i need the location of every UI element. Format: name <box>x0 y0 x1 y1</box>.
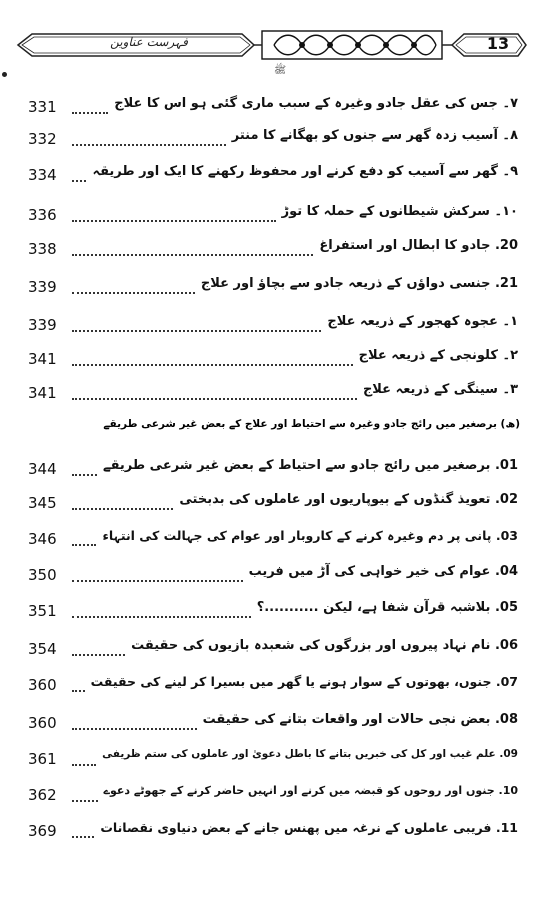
toc-page-number: 341 <box>28 384 57 402</box>
toc-page-number: 339 <box>28 278 57 296</box>
toc-title: ۱۔ عجوہ کھجور کے ذریعہ علاج <box>327 314 518 329</box>
toc-row <box>28 162 518 190</box>
dot-leader <box>72 764 96 766</box>
dot-leader <box>72 654 125 656</box>
toc-title: ۹۔ گھر سے آسیب کو دفع کرنے اور محفوظ رکھنے کا ایک اور طریقہ <box>92 164 518 179</box>
toc-page-number: 338 <box>28 240 57 258</box>
toc-title: ۱۰۔ سرکش شیطانوں کے حملہ کا توڑ <box>281 204 518 219</box>
dot-leader <box>72 728 197 730</box>
toc-title: 20. جادو کا ابطال اور استفراغ <box>319 238 518 253</box>
toc-row <box>28 598 518 626</box>
toc-row <box>28 636 518 664</box>
toc-title: ۸۔ آسیب زدہ گھر سے جنوں کو بھگانے کا منتر <box>231 128 518 143</box>
toc-row <box>28 236 518 264</box>
toc-row <box>28 274 518 302</box>
toc-title: 02. تعویذ گنڈوں کے بیوپاریوں اور عاملوں کی بدبختی <box>179 492 518 507</box>
dot-leader <box>72 112 108 114</box>
dot-leader <box>72 544 96 546</box>
toc-row <box>28 746 518 774</box>
toc-page-number: 344 <box>28 460 57 478</box>
toc-row <box>28 562 518 590</box>
header-ornament <box>12 28 530 62</box>
dot-leader <box>72 144 226 146</box>
toc-page-number: 369 <box>28 822 57 840</box>
dot-leader <box>72 398 357 400</box>
book-title: فہرست عناوین <box>110 35 188 49</box>
dot-leader <box>72 800 98 802</box>
toc-title: 21. جنسی دواؤں کے ذریعہ جادو سے بچاؤ اور علاج <box>200 276 518 291</box>
toc-row <box>28 490 518 518</box>
toc-row <box>28 346 518 374</box>
toc-page-number: 361 <box>28 750 57 768</box>
dot-leader <box>72 836 94 838</box>
toc-title: 11. فریبی عاملوں کے نرغہ میں پھنس جانے کے بعض دنیاوی نقصانات <box>100 820 518 835</box>
toc-page-number: 351 <box>28 602 57 620</box>
toc-row <box>28 126 518 154</box>
toc-title: 04. عوام کی خیر خواہی کی آڑ میں فریب <box>248 564 518 579</box>
toc-row <box>28 456 518 484</box>
toc-title: 08. بعض نجی حالات اور واقعات بتانے کی حقیقت <box>202 712 518 727</box>
toc-title: ۳۔ سینگی کے ذریعہ علاج <box>362 382 518 397</box>
toc-row <box>28 202 518 230</box>
section-heading: (ھ) برصغیر میں رائج جادو وغیرہ سے احتیاط اور علاج کے بعض غیر شرعی طریقے <box>103 418 520 430</box>
toc-title: ۷۔ جس کی عقل جادو وغیرہ کے سبب ماری گئی ہو اس کا علاج <box>114 96 518 111</box>
toc-row <box>28 710 518 738</box>
toc-page-number: 362 <box>28 786 57 804</box>
toc-title: 01. برصغیر میں رائج جادو سے احتیاط کے بعض غیر شرعی طریقے <box>102 458 518 473</box>
toc-row <box>28 818 518 846</box>
toc-title: 09. علم غیب اور کل کی خبریں بتانے کا باطل دعویٰ اور عاملوں کی ستم ظریفی <box>102 748 518 760</box>
toc-page-number: 346 <box>28 530 57 548</box>
dot-leader <box>72 364 353 366</box>
dot-leader <box>72 690 85 692</box>
dot-leader <box>72 292 195 294</box>
toc-row <box>28 782 518 810</box>
toc-title: 10. جنوں اور روحوں کو قبضہ میں کرنے اور انہیں حاضر کرنے کے جھوٹے دعوے <box>103 784 518 797</box>
dot-leader <box>72 616 251 618</box>
toc-page-number: 336 <box>28 206 57 224</box>
toc-title: ۲۔ کلونجی کے ذریعہ علاج <box>358 348 518 363</box>
toc-row <box>28 94 518 122</box>
toc-page-number: 354 <box>28 640 57 658</box>
dot-leader <box>72 474 97 476</box>
dot-leader <box>72 508 173 510</box>
toc-page-number: 334 <box>28 166 57 184</box>
toc-page-number: 360 <box>28 714 57 732</box>
toc-row <box>28 526 518 554</box>
toc-page-number: 331 <box>28 98 57 116</box>
dot-leader <box>72 330 321 332</box>
toc-title: 07. جنوں، بھوتوں کے سوار ہونے یا گھر میں بسیرا کر لینے کی حقیقت <box>90 674 518 689</box>
toc-page-number: 350 <box>28 566 57 584</box>
dot-leader <box>72 180 86 182</box>
toc-row <box>28 672 518 700</box>
page-header <box>12 28 530 76</box>
toc-title: 05. بلاشبہ قرآن شفا ہے، لیکن ...........؟ <box>256 600 518 615</box>
toc-page-number: 339 <box>28 316 57 334</box>
page-number: 13 <box>486 34 510 53</box>
toc-row <box>28 380 518 408</box>
toc-page-number: 345 <box>28 494 57 512</box>
dot-leader <box>72 220 276 222</box>
toc-page-number: 332 <box>28 130 57 148</box>
header-small-mark: ﷺ <box>274 65 287 76</box>
toc-page-number: 341 <box>28 350 57 368</box>
toc-title: 03. پانی پر دم وغیرہ کرنے کے کاروبار اور عوام کی جہالت کی انتہاء <box>102 528 518 543</box>
dot-leader <box>72 254 313 256</box>
toc-page-number: 360 <box>28 676 57 694</box>
toc-row <box>28 312 518 340</box>
margin-dot <box>2 72 7 77</box>
dot-leader <box>72 580 243 582</box>
toc-title: 06. نام نہاد پیروں اور بزرگوں کی شعبدہ بازیوں کی حقیقت <box>131 638 518 653</box>
